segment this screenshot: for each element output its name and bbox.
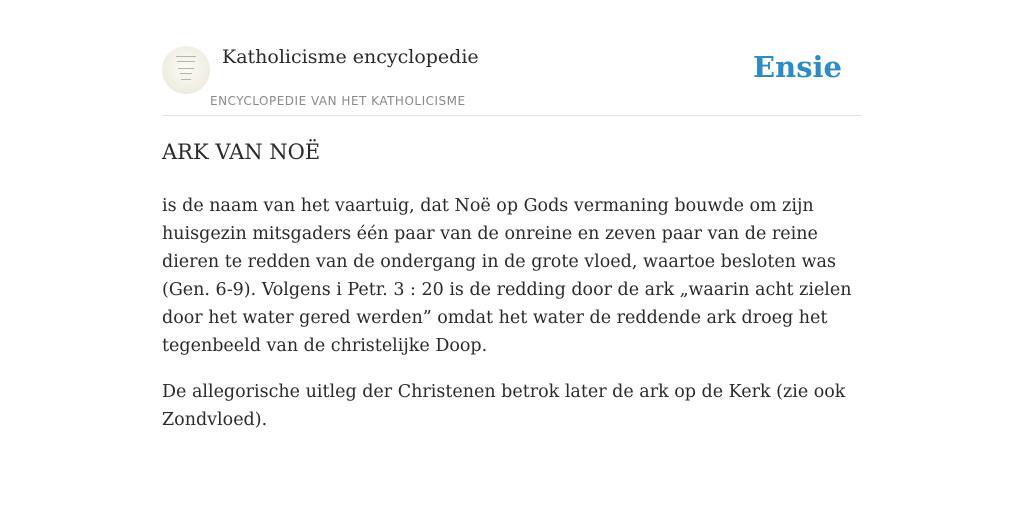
- site-header: [162, 44, 862, 116]
- brand-logo[interactable]: Ensie: [753, 50, 842, 84]
- entry-title: ARK VAN NOË: [162, 140, 321, 164]
- site-title[interactable]: Katholicisme encyclopedie: [222, 46, 479, 68]
- entry-content: [162, 192, 862, 452]
- entry-paragraph: De allegorische uitleg der Christenen betrok later de ark op de Kerk (zie ook Zondvloed).: [162, 382, 846, 430]
- site-subtitle: ENCYCLOPEDIE VAN HET KATHOLICISME: [210, 94, 466, 108]
- encyclopedia-avatar[interactable]: [162, 46, 210, 94]
- entry-paragraph: is de naam van het vaartuig, dat Noë op Gods vermaning bouwde om zijn huisgezin mitsgaders één paar van de onreine en zeven paar van de reine dieren te redden van de ondergang in de grote vloed, waartoe besloten was (Gen. 6-9). Volgens i Petr. 3 : 20 is de redding door de ark „waarin acht zielen door het water gered werden” omdat het water de reddende ark droeg het tegenbeeld van de christelijke Doop.: [162, 196, 852, 356]
